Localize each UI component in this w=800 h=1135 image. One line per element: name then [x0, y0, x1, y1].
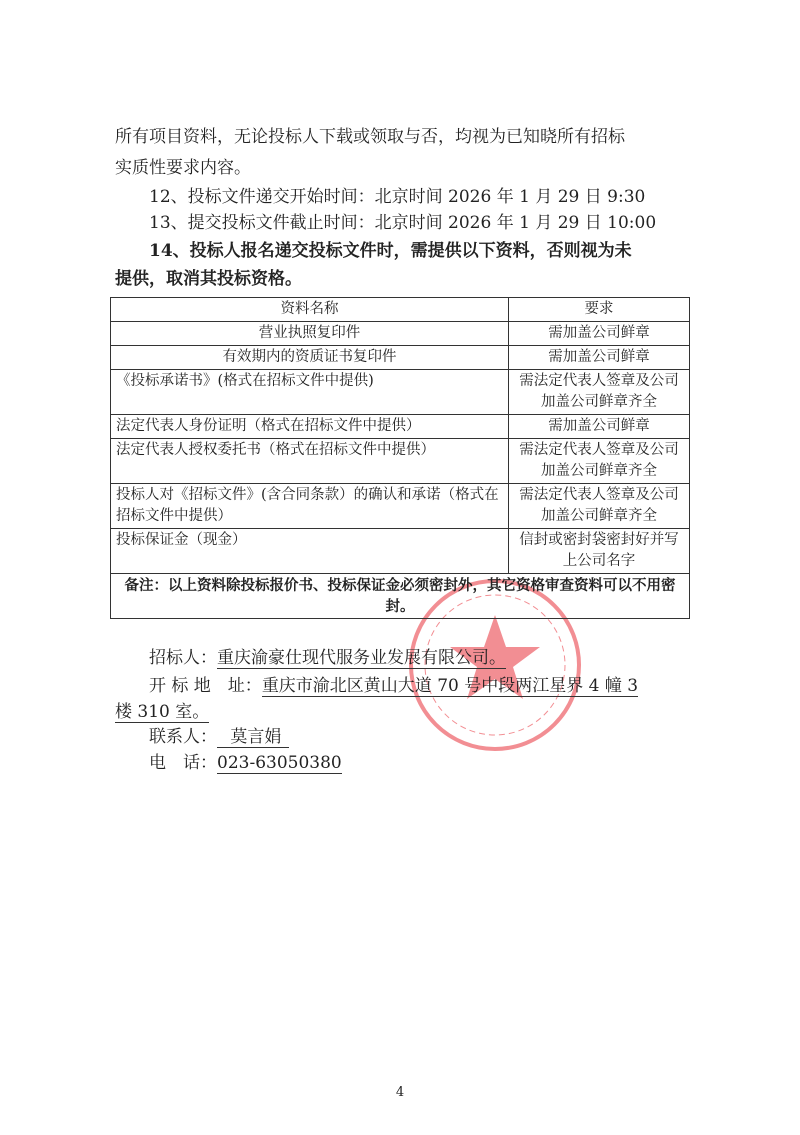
tenderer-label: 招标人：	[149, 648, 217, 668]
contact-label: 联系人：	[149, 727, 217, 747]
cell-name: 投标人对《招标文件》(含合同条款）的确认和承诺（格式在招标文件中提供）	[111, 484, 509, 529]
address-label: 开 标 地 址：	[149, 676, 262, 696]
cell-req: 需法定代表人签章及公司加盖公司鲜章齐全	[509, 484, 690, 529]
address-value-2: 楼 310 室。	[115, 702, 210, 722]
phone-label: 电 话：	[149, 753, 217, 773]
contact-value: 莫言娟	[217, 727, 289, 748]
address-line	[115, 673, 727, 699]
header-name: 资料名称	[111, 298, 509, 322]
cell-req: 信封或密封袋密封好并写上公司名字	[509, 529, 690, 574]
table-note-row	[111, 574, 690, 619]
page-number: 4	[395, 1085, 405, 1100]
cell-name: 法定代表人授权委托书（格式在招标文件中提供）	[111, 439, 509, 484]
cell-req: 需法定代表人签章及公司加盖公司鲜章齐全	[509, 370, 690, 415]
cell-req: 需加盖公司鲜章	[509, 346, 690, 370]
address-line-2	[115, 699, 693, 725]
cell-req: 需法定代表人签章及公司加盖公司鲜章齐全	[509, 439, 690, 484]
phone-value: 023-63050380	[217, 753, 342, 773]
cell-name: 法定代表人身份证明（格式在招标文件中提供）	[111, 415, 509, 439]
body-line: 实质性要求内容。	[115, 158, 251, 178]
address-value: 重庆市渝北区黄山大道 70 号中段两江星界 4 幢 3	[261, 676, 639, 696]
table-note: 备注：以上资料除投标报价书、投标保证金必须密封外，其它资格审查资料可以不用密封。	[111, 574, 690, 619]
cell-name: 营业执照复印件	[111, 322, 509, 346]
table-header	[111, 298, 690, 322]
requirements-table	[110, 297, 690, 619]
table-row	[111, 415, 690, 439]
body-line: 所有项目资料，无论投标人下载或领取与否，均视为已知晓所有招标	[115, 127, 625, 147]
item-12: 12、投标文件递交开始时间：北京时间 2026 年 1 月 29 日 9:30	[149, 187, 646, 207]
item-14: 14、投标人报名递交投标文件时，需提供以下资料，否则视为未	[149, 241, 632, 261]
tenderer-value: 重庆渝豪仕现代服务业发展有限公司。	[217, 648, 506, 668]
cell-name: 《投标承诺书》(格式在招标文件中提供)	[111, 370, 509, 415]
phone-line	[115, 750, 727, 776]
table-row	[111, 370, 690, 415]
table-row	[111, 529, 690, 574]
cell-req: 需加盖公司鲜章	[509, 322, 690, 346]
table-row	[111, 439, 690, 484]
header-req: 要求	[509, 298, 690, 322]
tenderer-line	[115, 645, 727, 671]
contact-line	[115, 724, 727, 750]
item-13: 13、提交投标文件截止时间：北京时间 2026 年 1 月 29 日 10:00	[149, 213, 657, 233]
cell-name: 投标保证金（现金）	[111, 529, 509, 574]
item-14-cont: 提供，取消其投标资格。	[115, 269, 302, 289]
cell-name: 有效期内的资质证书复印件	[111, 346, 509, 370]
table-row	[111, 322, 690, 346]
table-row	[111, 346, 690, 370]
cell-req: 需加盖公司鲜章	[509, 415, 690, 439]
table-row	[111, 484, 690, 529]
